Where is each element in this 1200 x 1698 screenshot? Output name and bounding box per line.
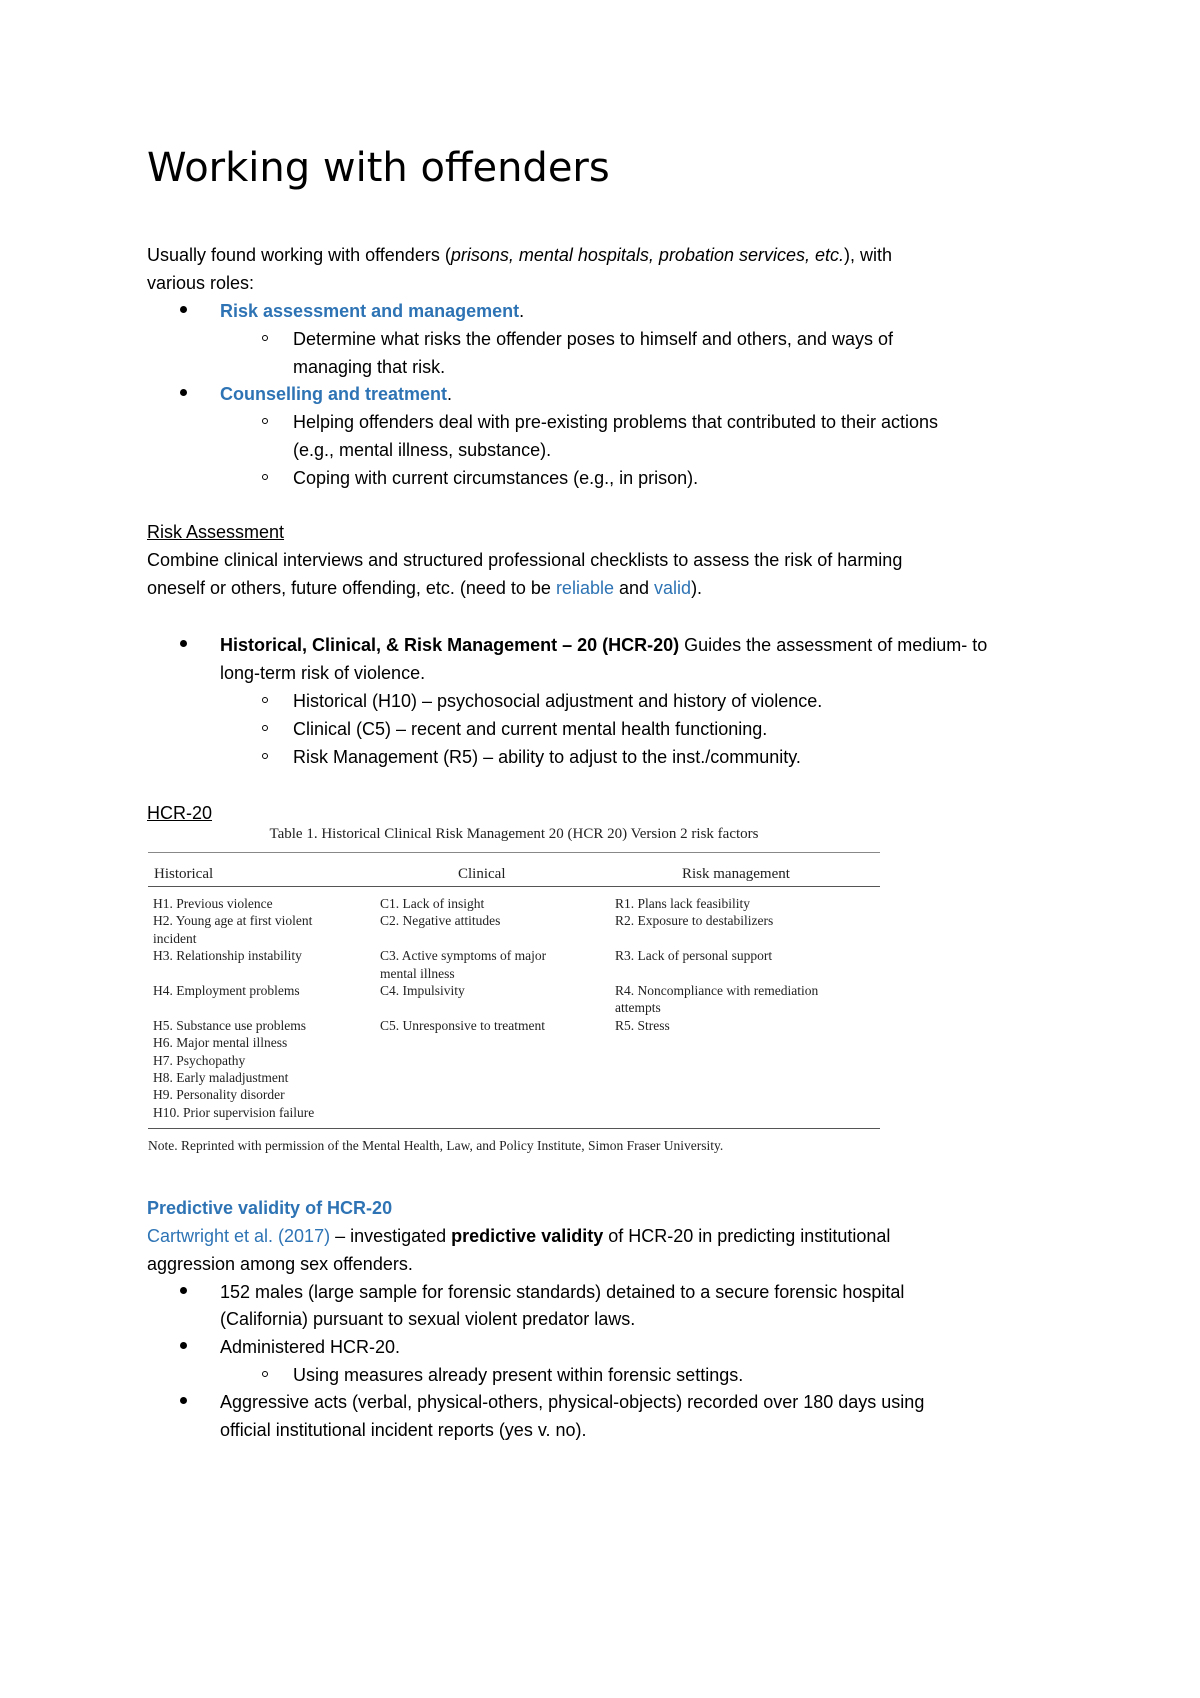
table-cell: H10. Prior supervision failure — [153, 1104, 315, 1120]
bullet-icon — [180, 1342, 187, 1349]
punct: . — [519, 301, 525, 321]
intro-examples: prisons, mental hospitals, probation services, etc. — [450, 245, 845, 265]
table-header-rule — [148, 886, 880, 887]
intro-text: Usually found working with offenders ( — [147, 245, 451, 265]
counsel-desc: Helping offenders deal with pre-existing problems that contributed to their actions — [293, 412, 939, 432]
table-caption: Table 1. Historical Clinical Risk Management 20 (HCR 20) Version 2 risk factors — [269, 826, 759, 842]
counselling-label: Counselling and treatment — [220, 384, 448, 404]
list-item-aggressive-acts — [220, 1388, 924, 1416]
bullet-icon — [180, 306, 187, 313]
page-title: Working with offenders — [147, 145, 610, 191]
table-cell — [380, 930, 546, 947]
table-cell: R5. Stress — [615, 1017, 670, 1033]
hcr-desc: Guides the assessment of medium- to — [679, 635, 988, 655]
hcr20-table-figure — [148, 822, 880, 1162]
punct: . — [447, 384, 453, 404]
historical-desc: Historical (H10) – psychosocial adjustment and history of violence. — [293, 691, 823, 711]
circle-bullet-icon — [262, 1371, 268, 1377]
text: ). — [691, 578, 703, 598]
intro-line-1 — [147, 241, 892, 269]
list-item-sample — [220, 1278, 904, 1306]
circle-bullet-icon — [262, 725, 268, 731]
term-reliable: reliable — [555, 578, 614, 598]
term-valid: valid — [654, 578, 692, 598]
table-cell: C1. Lack of insight — [380, 896, 485, 911]
section-heading-hcr20: HCR-20 — [147, 803, 213, 823]
table-cell: H6. Major mental illness — [153, 1035, 288, 1051]
clinical-desc: Clinical (C5) – recent and current mental health functioning. — [293, 719, 768, 739]
table-cell: H7. Psychopathy — [153, 1052, 246, 1068]
aggressive-acts-desc: Aggressive acts (verbal, physical-others, physical-objects) recorded over 180 days using — [220, 1392, 925, 1412]
hcr-desc-cont: long-term risk of violence. — [220, 663, 426, 683]
bullet-icon — [180, 389, 187, 396]
table-cell — [153, 965, 314, 982]
circle-bullet-icon — [262, 474, 268, 480]
table-cell: C4. Impulsivity — [380, 983, 465, 999]
sample-desc-cont: (California) pursuant to sexual violent predator laws. — [220, 1309, 636, 1329]
table-cell: R1. Plans lack feasibility — [615, 896, 750, 911]
table-cell: R4. Noncompliance with remediation — [615, 983, 819, 999]
intro-text-end: ), with — [844, 245, 893, 265]
table-cell: H2. Young age at first violent — [153, 913, 313, 929]
table-cell: H9. Personality disorder — [153, 1087, 285, 1103]
table-cell: C3. Active symptoms of major — [380, 948, 547, 964]
table-cell: H8. Early maladjustment — [153, 1070, 289, 1086]
sub-item-risk-desc — [293, 325, 893, 353]
list-item-administered — [220, 1333, 400, 1361]
risk-paragraph-line-1: Combine clinical interviews and structured professional checklists to assess the risk of harming — [147, 550, 903, 570]
aggressive-acts-cont: official institutional incident reports (yes v. no). — [220, 1420, 587, 1440]
section-heading-risk-assessment: Risk Assessment — [147, 522, 285, 542]
counsel-desc: Coping with current circumstances (e.g., in prison). — [293, 468, 699, 488]
intro-line-2: various roles: — [147, 273, 255, 293]
table-cell: attempts — [615, 1000, 661, 1016]
table-cell: C5. Unresponsive to treatment — [380, 1017, 545, 1033]
text: of HCR-20 in predicting institutional — [603, 1226, 891, 1246]
risk-label: Risk assessment and management — [220, 301, 520, 321]
table-cell: R2. Exposure to destabilizers — [615, 913, 774, 929]
risk-desc: Determine what risks the offender poses to himself and others, and ways of — [293, 329, 893, 349]
table-note: Note. Reprinted with permission of the Mental Health, Law, and Policy Institute, Simon Fraser University. — [148, 1138, 724, 1153]
sub-item-clinical — [293, 715, 767, 743]
table-cell: mental illness — [380, 965, 455, 981]
sub-item-counsel-1 — [293, 408, 938, 436]
table-cell — [153, 999, 314, 1016]
column-historical — [153, 895, 314, 1121]
table-cell — [615, 965, 818, 982]
text: – investigated — [330, 1226, 452, 1246]
text: oneself or others, future offending, etc. (need to be — [147, 578, 556, 598]
column-clinical — [380, 895, 546, 1034]
table-cell: H5. Substance use problems — [153, 1017, 306, 1033]
table-cell: C2. Negative attitudes — [380, 913, 501, 929]
hcr-title: Historical, Clinical, & Risk Management – 20 (HCR-20) — [220, 635, 680, 655]
circle-bullet-icon — [262, 418, 268, 424]
sub-item-risk-management — [293, 743, 801, 771]
list-item-risk — [220, 297, 524, 325]
table-top-rule — [148, 852, 880, 853]
circle-bullet-icon — [262, 753, 268, 759]
citation: Cartwright et al. (2017) — [147, 1226, 331, 1246]
table-cell: R3. Lack of personal support — [615, 948, 773, 964]
col-header-historical: Historical — [154, 866, 214, 882]
measures-desc: Using measures already present within forensic settings. — [293, 1365, 744, 1385]
sample-desc: 152 males (large sample for forensic standards) detained to a secure forensic hospital — [220, 1282, 905, 1302]
circle-bullet-icon — [262, 697, 268, 703]
circle-bullet-icon — [262, 335, 268, 341]
sub-item-measures — [293, 1361, 743, 1389]
table-cell — [380, 999, 546, 1016]
bullet-icon — [180, 640, 187, 647]
risk-paragraph-line-2 — [147, 574, 702, 602]
risk-desc-cont: managing that risk. — [293, 357, 446, 377]
list-item-hcr20 — [220, 631, 987, 659]
text: and — [613, 578, 655, 598]
administered-desc: Administered HCR-20. — [220, 1337, 401, 1357]
predictive-line-2: aggression among sex offenders. — [147, 1254, 413, 1274]
bullet-icon — [180, 1397, 187, 1404]
list-item-counselling — [220, 380, 452, 408]
sub-item-counsel-2 — [293, 464, 698, 492]
table-cell: H3. Relationship instability — [153, 948, 302, 964]
sub-item-historical — [293, 687, 822, 715]
section-heading-predictive: Predictive validity of HCR-20 — [147, 1198, 393, 1218]
col-header-risk: Risk management — [682, 866, 790, 882]
table-cell: incident — [153, 930, 197, 946]
risk-management-desc: Risk Management (R5) – ability to adjust to the inst./community. — [293, 747, 801, 767]
table-bottom-rule — [148, 1128, 880, 1129]
counsel-desc-cont: (e.g., mental illness, substance). — [293, 440, 552, 460]
table-cell: H1. Previous violence — [153, 896, 273, 911]
table-cell: H4. Employment problems — [153, 983, 300, 999]
predictive-line-1 — [147, 1222, 890, 1250]
column-risk — [615, 895, 818, 1034]
col-header-clinical: Clinical — [458, 866, 506, 882]
bullet-icon — [180, 1287, 187, 1294]
table-cell — [615, 930, 818, 947]
term-predictive-validity: predictive validity — [451, 1226, 604, 1246]
